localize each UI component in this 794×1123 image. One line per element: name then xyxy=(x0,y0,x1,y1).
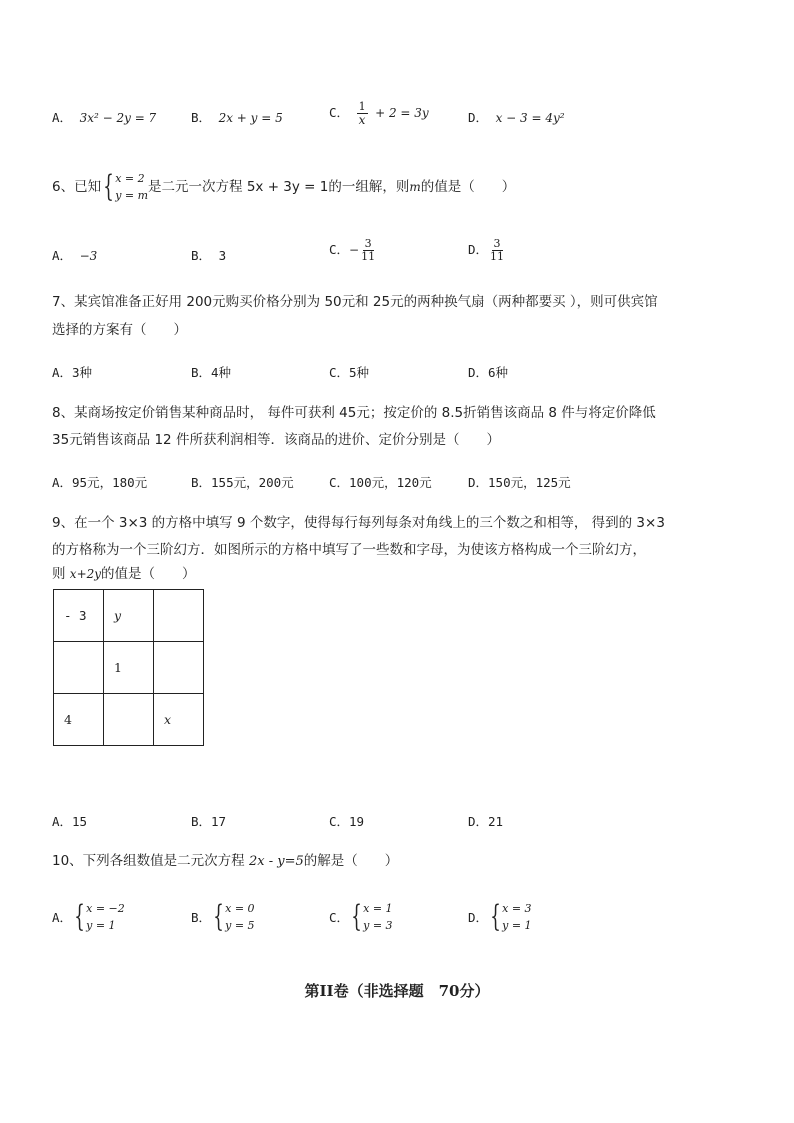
q9-line2: 的方格称为一个三阶幻方．如图所示的方格中填写了一些数和字母，为使该方格构成一个三阶幻方， xyxy=(52,542,646,558)
q10-option-a xyxy=(52,900,125,934)
q9-line3-suffix: 的值是（ ） xyxy=(101,566,196,582)
question-9 xyxy=(52,512,665,585)
option-letter: C． xyxy=(329,105,350,120)
q9-option-c xyxy=(329,812,364,830)
option-letter: D． xyxy=(468,110,489,125)
grid-cell xyxy=(54,642,104,694)
sys-line: y = 3 xyxy=(363,919,393,932)
brace: { xyxy=(213,899,224,934)
q6-option-a xyxy=(52,246,97,264)
option-letter: C． xyxy=(329,814,350,829)
option-letter: C． xyxy=(329,910,350,925)
q9-option-a xyxy=(52,812,87,830)
grid-row xyxy=(54,642,204,694)
q6-var: m xyxy=(409,180,421,194)
q9-option-d xyxy=(468,812,503,830)
q8-option-a xyxy=(52,473,147,491)
q5-option-c xyxy=(329,101,429,126)
option-text: 21 xyxy=(488,814,504,829)
option-letter: B． xyxy=(191,814,212,829)
question-6 xyxy=(52,170,515,204)
q6-option-c xyxy=(329,238,377,263)
frac-den: 11 xyxy=(490,250,505,263)
sys-line: x = 3 xyxy=(502,902,532,915)
sys-line: y = 1 xyxy=(86,919,116,932)
grid-cell: x xyxy=(154,694,204,746)
magic-square-grid xyxy=(53,589,204,746)
q10-prefix: 10、下列各组数值是二元次方程 xyxy=(52,853,249,869)
q7-line1: 7、某宾馆准备正好用 200元购买价格分别为 50元和 25元的两种换气扇（两种都要买 ），则可供宾馆 xyxy=(52,294,658,310)
sys-line: y = 1 xyxy=(502,919,532,932)
option-letter: D． xyxy=(468,814,489,829)
fraction xyxy=(359,238,377,263)
grid-row xyxy=(54,694,204,746)
q10-equation: 2x - y=5 xyxy=(248,854,304,869)
option-text: 3x² − 2y = 7 xyxy=(79,111,157,125)
grid-cell: 1 xyxy=(104,642,154,694)
brace: { xyxy=(490,899,501,934)
brace: { xyxy=(74,899,85,934)
section-title: 第II卷（非选择题 70分） xyxy=(304,982,490,1000)
option-text: 5种 xyxy=(349,365,370,380)
q5-option-d xyxy=(468,108,565,126)
q8-line2: 35元销售该商品 12 件所获利润相等．该商品的进价、定价分别是（ ） xyxy=(52,432,500,448)
option-text: + 2 = 3y xyxy=(375,106,429,120)
option-letter: C． xyxy=(329,475,350,490)
q6-option-d xyxy=(468,238,506,263)
option-text: 155元，200元 xyxy=(211,475,294,490)
fraction xyxy=(357,101,368,126)
option-letter: B． xyxy=(191,365,212,380)
option-letter: A． xyxy=(52,475,73,490)
grid-row xyxy=(54,590,204,642)
sys-line: x = 0 xyxy=(225,902,255,915)
frac-den: 11 xyxy=(361,250,376,263)
brace: { xyxy=(103,169,114,204)
q9-line3-prefix: 则 xyxy=(52,566,70,582)
option-letter: C． xyxy=(329,365,350,380)
option-letter: B． xyxy=(191,910,212,925)
q6-option-b xyxy=(191,246,226,264)
frac-num: 3 xyxy=(364,237,372,250)
option-letter: A． xyxy=(52,365,73,380)
sys-line: x = −2 xyxy=(86,902,125,915)
frac-num: 1 xyxy=(358,100,366,113)
q7-option-a xyxy=(52,363,92,381)
q8-option-c xyxy=(329,473,432,491)
q10-suffix: 的解是（ ） xyxy=(303,853,399,869)
frac-num: 3 xyxy=(493,237,501,250)
grid-cell: - 3 xyxy=(54,590,104,642)
q5-option-a xyxy=(52,108,156,126)
q7-option-c xyxy=(329,363,369,381)
option-text: 95元，180元 xyxy=(72,475,148,490)
q7-line2: 选择的方案有（ ） xyxy=(52,322,187,338)
q10-option-d xyxy=(468,900,532,934)
grid-cell xyxy=(154,642,204,694)
q9-option-b xyxy=(191,812,226,830)
q8-option-b xyxy=(191,473,294,491)
option-letter: A． xyxy=(52,910,73,925)
option-letter: D． xyxy=(468,365,489,380)
option-text: 15 xyxy=(72,814,88,829)
grid-cell xyxy=(154,590,204,642)
q8-line1: 8、某商场按定价销售某种商品时， 每件可获利 45元；按定价的 8.5折销售该商品 8 件与将定价降低 xyxy=(52,405,656,421)
sign: − xyxy=(349,243,360,257)
grid-cell xyxy=(104,694,154,746)
q10-option-c xyxy=(329,900,393,934)
option-letter: B． xyxy=(191,248,212,263)
question-7 xyxy=(52,291,658,341)
option-text: 2x + y = 5 xyxy=(218,111,283,125)
option-text: 19 xyxy=(349,814,365,829)
question-10 xyxy=(52,850,398,873)
question-8 xyxy=(52,402,656,451)
option-text: 100元，120元 xyxy=(349,475,432,490)
option-letter: D． xyxy=(468,475,489,490)
equation-system xyxy=(101,170,148,204)
fraction xyxy=(488,238,506,263)
q6-prefix: 6、已知 xyxy=(52,179,102,195)
option-letter: A． xyxy=(52,814,73,829)
q9-expr: x+2y xyxy=(69,567,102,581)
option-text: 17 xyxy=(211,814,227,829)
q5-option-b xyxy=(191,108,283,126)
option-letter: C． xyxy=(329,242,350,257)
option-letter: D． xyxy=(468,242,489,257)
option-text: 3 xyxy=(218,248,227,263)
sys-line: y = m xyxy=(115,189,149,202)
q6-suffix: 的值是（ ） xyxy=(420,179,516,195)
option-text: 6种 xyxy=(488,365,509,380)
option-letter: D． xyxy=(468,910,489,925)
option-text: x − 3 = 4y² xyxy=(495,111,565,125)
brace: { xyxy=(351,899,362,934)
q9-line1: 9、在一个 3×3 的方格中填写 9 个数字，使得每行每列每条对角线上的三个数之和相等， 得到的 3×3 xyxy=(52,515,665,531)
grid-cell: y xyxy=(104,590,154,642)
frac-den: x xyxy=(358,113,366,127)
option-text: 3种 xyxy=(72,365,93,380)
sys-line: x = 2 xyxy=(115,172,145,185)
option-letter: B． xyxy=(191,475,212,490)
q6-middle: 是二元一次方程 5x + 3y = 1的一组解，则 xyxy=(148,179,410,195)
option-letter: A． xyxy=(52,248,73,263)
option-text: 4种 xyxy=(211,365,232,380)
sys-line: x = 1 xyxy=(363,902,393,915)
option-text: 150元，125元 xyxy=(488,475,571,490)
q10-option-b xyxy=(191,900,255,934)
q7-option-b xyxy=(191,363,231,381)
grid-cell: 4 xyxy=(54,694,104,746)
q8-option-d xyxy=(468,473,571,491)
option-letter: A． xyxy=(52,110,73,125)
q7-option-d xyxy=(468,363,508,381)
option-text: −3 xyxy=(79,249,98,263)
sys-line: y = 5 xyxy=(225,919,255,932)
option-letter: B． xyxy=(191,110,212,125)
